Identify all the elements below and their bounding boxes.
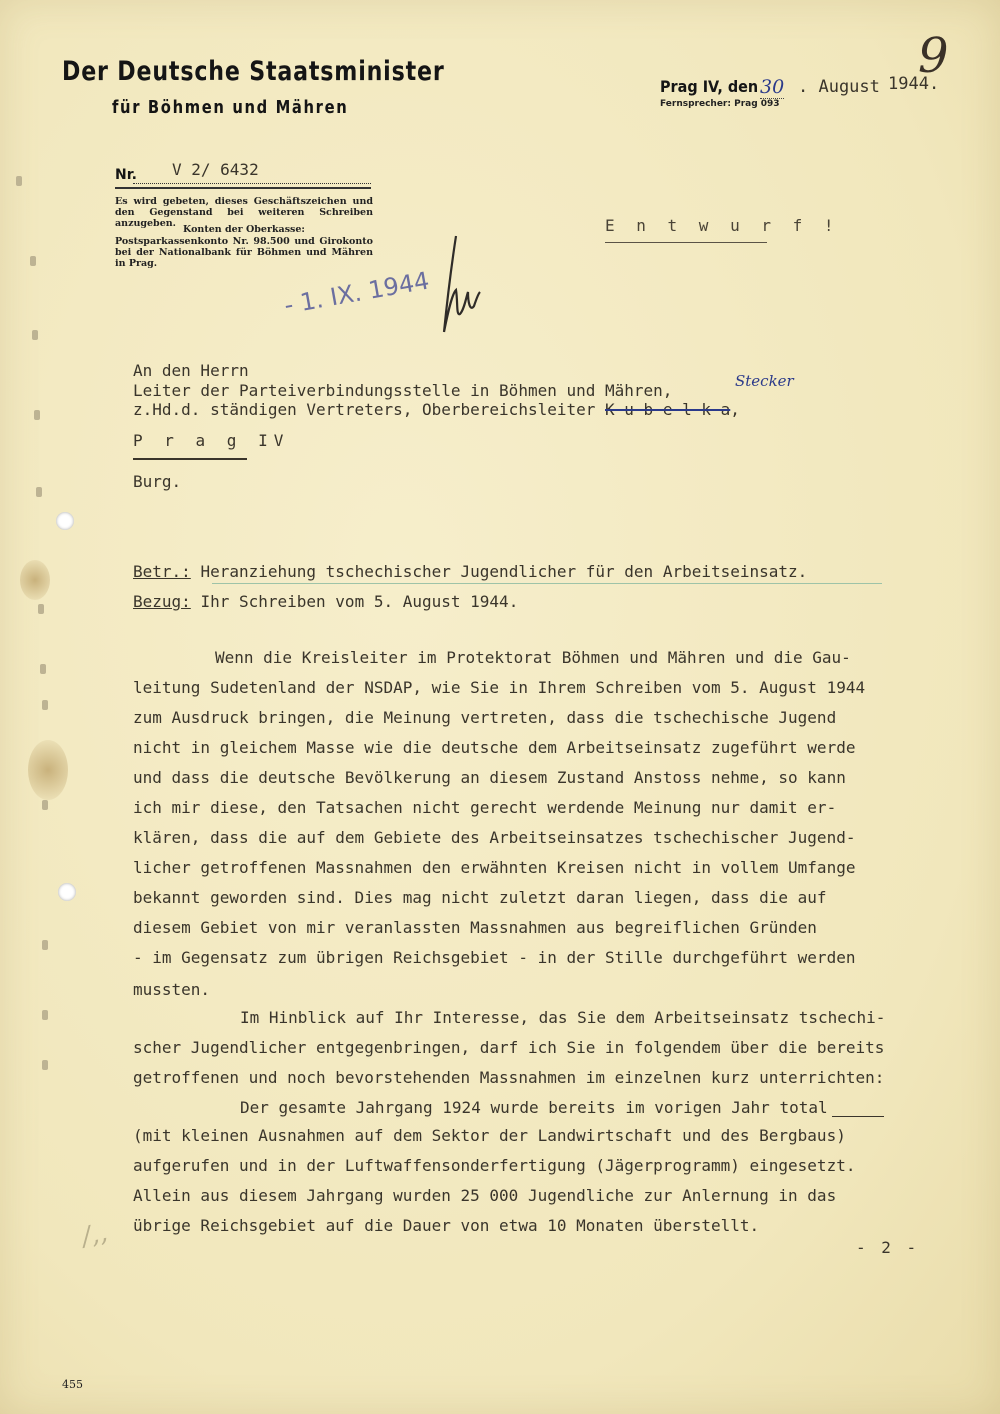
body-line: scher Jugendlicher entgegenbringen, darf ich Sie in folgendem über die bereits	[133, 1038, 885, 1057]
body-line: Der gesamte Jahrgang 1924 wurde bereits im vorigen Jahr total	[240, 1098, 828, 1117]
handwritten-initial-mark	[430, 232, 490, 342]
accounts-text: Postsparkassenkonto Nr. 98.500 und Girokonto bei der Nationalbank für Böhmen und Mähren in Prag.	[115, 236, 373, 269]
body-line: und dass die deutsche Bevölkerung an diesem Zustand Anstoss nehme, so kann	[133, 768, 846, 787]
body-line: nicht in gleichem Masse wie die deutsche dem Arbeitseinsatz zugeführt werde	[133, 738, 856, 757]
address-line-2: Leiter der Parteiverbindungsstelle in Böhmen und Mähren,	[133, 381, 673, 400]
nr-rule	[115, 187, 371, 189]
betr-label: Betr.:	[133, 562, 191, 581]
margin-mark	[34, 410, 40, 420]
letterhead-subtitle: für Böhmen und Mähren	[112, 97, 349, 118]
body-line: diesem Gebiet von mir veranlassten Massnahmen aus begreiflichen Gründen	[133, 918, 817, 937]
phone-number: Fernsprecher: Prag 093	[660, 99, 780, 109]
faint-pencil-mark: /,,	[79, 1217, 111, 1253]
body-line: mussten.	[133, 980, 211, 999]
margin-mark	[38, 604, 44, 614]
nr-label: Nr.	[115, 167, 137, 183]
margin-mark	[30, 256, 36, 266]
margin-mark	[16, 176, 22, 186]
body-line: zum Ausdruck bringen, die Meinung vertreten, dass die tschechische Jugend	[133, 708, 837, 727]
bezug-text: Ihr Schreiben vom 5. August 1944.	[200, 592, 519, 611]
address-city-underline	[133, 458, 247, 460]
body-line: übrige Reichsgebiet auf die Dauer von etwa 10 Monaten überstellt.	[133, 1216, 760, 1235]
body-line: bekannt geworden sind. Dies mag nicht zuletzt daran liegen, dass die auf	[133, 888, 827, 907]
date-day-handwritten: 30	[760, 76, 785, 98]
punch-hole	[56, 512, 74, 530]
body-line: leitung Sudetenland der NSDAP, wie Sie in Ihrem Schreiben vom 5. August 1944	[133, 678, 866, 697]
margin-mark	[40, 664, 46, 674]
archive-page-number: 9	[918, 28, 949, 84]
address-handwritten-name: Stecker	[735, 372, 794, 390]
body-line: getroffenen und noch bevorstehenden Massnahmen im einzelnen kurz unterrichten:	[133, 1068, 885, 1087]
nr-dotted-line	[133, 183, 371, 184]
letterhead-title: Der Deutsche Staatsminister	[62, 56, 445, 87]
subject-line	[133, 562, 807, 581]
stain	[28, 740, 68, 800]
stain	[20, 560, 50, 600]
nr-value: V 2/ 6432	[172, 160, 259, 179]
draft-label: E n t w u r f !	[605, 216, 840, 235]
subject-underline	[212, 583, 882, 584]
body-line: aufgerufen und in der Luftwaffensonderfertigung (Jägerprogramm) eingesetzt.	[133, 1156, 856, 1175]
margin-mark	[42, 700, 48, 710]
folio-number: 455	[62, 1378, 83, 1391]
margin-mark	[42, 940, 48, 950]
address-line-3-suffix: ,	[730, 400, 740, 419]
body-line: licher getroffenen Massnahmen den erwähnten Kreisen nicht in vollem Umfange	[133, 858, 856, 877]
address-line-3-prefix: z.Hd.d. ständigen Vertreters, Oberbereichsleiter	[133, 400, 596, 419]
margin-mark	[42, 1060, 48, 1070]
date-month: . August	[798, 77, 880, 97]
betr-text: Heranziehung tschechischer Jugendlicher für den Arbeitseinsatz.	[200, 562, 808, 581]
address-city: P r a g IV	[133, 431, 290, 450]
margin-mark	[36, 487, 42, 497]
reference-note: Es wird gebeten, dieses Geschäftszeichen und den Gegenstand bei weiteren Schreiben anzugeben.	[115, 196, 373, 229]
received-stamp: - 1. IX. 1944	[282, 266, 432, 320]
body-line: ich mir diese, den Tatsachen nicht gerecht werdende Meinung nur damit er-	[133, 798, 837, 817]
punch-hole	[58, 883, 76, 901]
bezug-label: Bezug:	[133, 592, 191, 611]
margin-mark	[42, 800, 48, 810]
date-year: 1944.	[888, 74, 940, 94]
body-line: Wenn die Kreisleiter im Protektorat Böhmen und Mähren und die Gau-	[215, 648, 851, 667]
place-date-prefix: Prag IV, den	[660, 77, 759, 96]
body-line: klären, dass die auf dem Gebiete des Arbeitseinsatzes tschechischer Jugend-	[133, 828, 856, 847]
margin-mark	[32, 330, 38, 340]
body-line: (mit kleinen Ausnahmen auf dem Sektor der Landwirtschaft und des Bergbaus)	[133, 1126, 846, 1145]
address-line-5: Burg.	[133, 472, 182, 491]
accounts-heading: Konten der Oberkasse:	[183, 224, 305, 235]
body-line: Allein aus diesem Jahrgang wurden 25 000 Jugendliche zur Anlernung in das	[133, 1186, 837, 1205]
draft-underline	[605, 242, 767, 243]
struck-name: K u b e l k a	[605, 400, 731, 419]
total-underline	[832, 1116, 884, 1117]
body-line: Im Hinblick auf Ihr Interesse, das Sie dem Arbeitseinsatz tschechi-	[240, 1008, 886, 1027]
page-continuation: - 2 -	[856, 1238, 920, 1257]
reference-line	[133, 592, 518, 611]
margin-mark	[42, 1010, 48, 1020]
address-line-1: An den Herrn	[133, 361, 249, 380]
address-line-3	[133, 400, 740, 419]
body-line: - im Gegensatz zum übrigen Reichsgebiet - in der Stille durchgeführt werden	[133, 948, 856, 967]
